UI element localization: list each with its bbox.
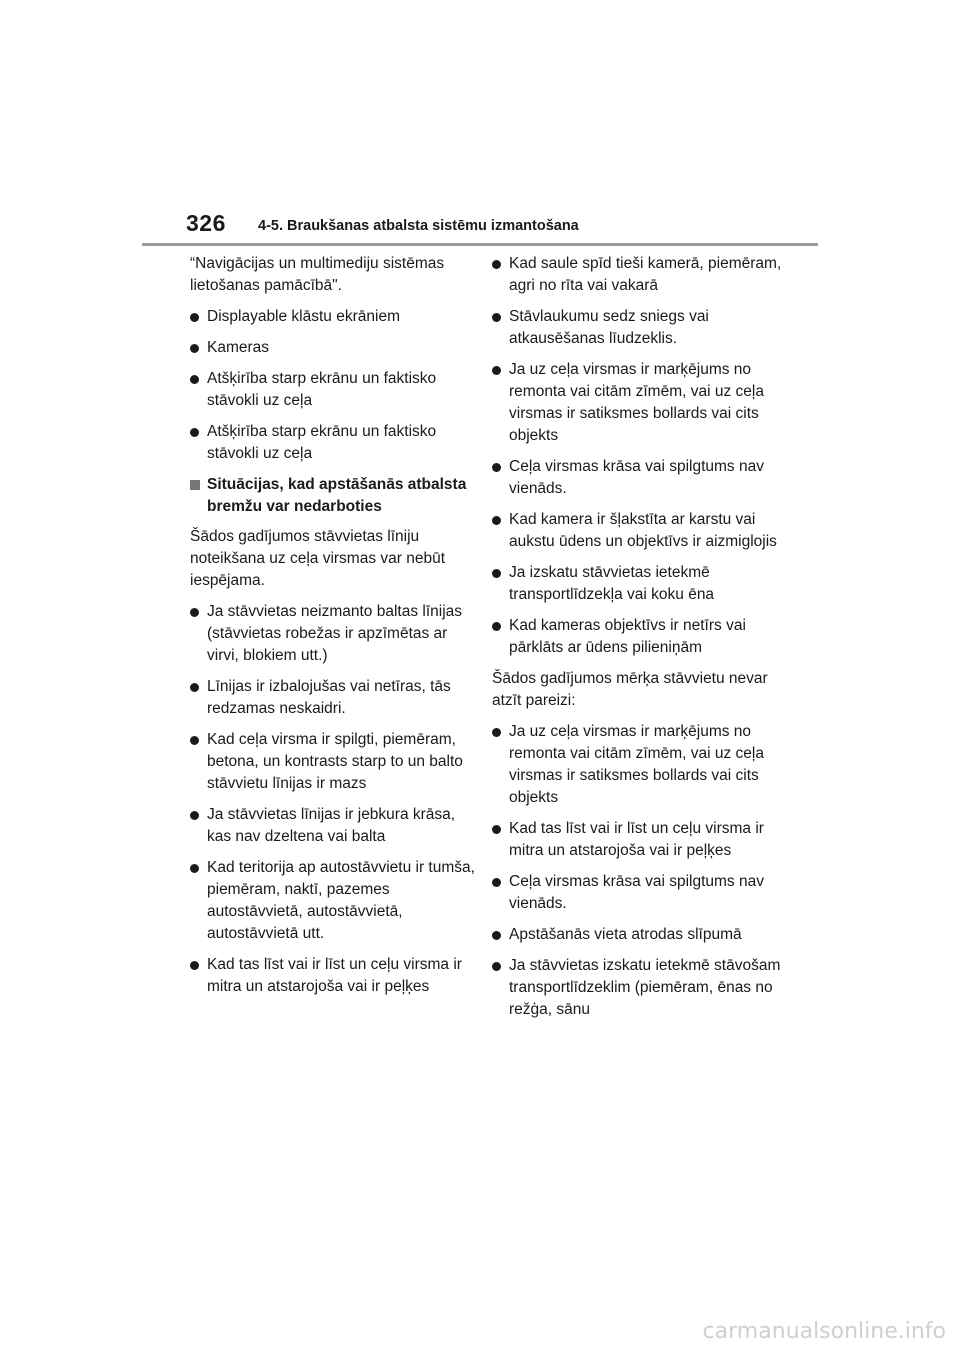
list-item: Ja izskatu stāvvietas ietekmē transportlīdzekļa vai koku ēna: [492, 562, 782, 606]
list-item: Kad tas līst vai ir līst un ceļu virsma ir mitra un atstarojoša vai ir peļķes: [492, 818, 782, 862]
section-title: 4-5. Braukšanas atbalsta sistēmu izmantošana: [258, 218, 579, 234]
bullet-icon: [492, 366, 501, 375]
list-item: Kameras: [190, 337, 480, 359]
section-subheading: Situācijas, kad apstāšanās atbalsta bremžu var nedarboties: [190, 474, 480, 518]
list-item: Ceļa virsmas krāsa vai spilgtums nav vienāds.: [492, 871, 782, 915]
bullet-icon: [492, 569, 501, 578]
list-item: Kad ceļa virsma ir spilgti, piemēram, betona, un kontrasts starp to un balto stāvvietu līnijas ir mazs: [190, 729, 480, 795]
list-item: Ja stāvvietas līnijas ir jebkura krāsa, kas nav dzeltena vai balta: [190, 804, 480, 848]
list-item: Ceļa virsmas krāsa vai spilgtums nav vienāds.: [492, 456, 782, 500]
list-item: Kad tas līst vai ir līst un ceļu virsma ir mitra un atstarojoša vai ir peļķes: [190, 954, 480, 998]
page-header: [0, 0, 960, 250]
bullet-icon: [492, 728, 501, 737]
bullet-icon: [190, 736, 199, 745]
list-item: Displayable klāstu ekrāniem: [190, 306, 480, 328]
list-item: Kad kamera ir šļakstīta ar karstu vai aukstu ūdens un objektīvs ir aizmiglojis: [492, 509, 782, 553]
bullet-icon: [492, 260, 501, 269]
page-number: 326: [186, 210, 226, 236]
bullet-icon: [190, 961, 199, 970]
bullet-icon: [492, 962, 501, 971]
list-item: Ja uz ceļa virsmas ir marķējums no remonta vai citām zīmēm, vai uz ceļa virsmas ir satiksmes bollards vai cits objekts: [492, 359, 782, 447]
bullet-icon: [492, 931, 501, 940]
intro-text: “Navigācijas un multimediju sistēmas lietošanas pamācībā".: [190, 255, 445, 294]
square-bullet-icon: [190, 480, 200, 490]
list-item: Kad teritorija ap autostāvvietu ir tumša, piemēram, naktī, pazemes autostāvvietā, autostāvvietā, autostāvvietā utt.: [190, 857, 480, 945]
bullet-icon: [492, 622, 501, 631]
bullet-icon: [492, 878, 501, 887]
bullet-icon: [492, 825, 501, 834]
bullet-icon: [190, 428, 199, 437]
header-divider: [142, 243, 818, 246]
bullet-icon: [190, 683, 199, 692]
bullet-icon: [190, 608, 199, 617]
body-paragraph: Šādos gadījumos mērķa stāvvietu nevar atzīt pareizi:: [492, 670, 768, 709]
list-item: Kad kameras objektīvs ir netīrs vai pārklāts ar ūdens pilieniņām: [492, 615, 782, 659]
bullet-icon: [190, 375, 199, 384]
list-item: Atšķirība starp ekrānu un faktisko stāvokli uz ceļa: [190, 368, 480, 412]
list-item: Atšķirība starp ekrānu un faktisko stāvokli uz ceļa: [190, 421, 480, 465]
bullet-icon: [492, 313, 501, 322]
list-item: Kad saule spīd tieši kamerā, piemēram, agri no rīta vai vakarā: [492, 253, 782, 297]
bullet-icon: [190, 864, 199, 873]
bullet-icon: [190, 811, 199, 820]
bullet-icon: [190, 313, 199, 322]
list-item: Stāvlaukumu sedz sniegs vai atkausēšanas līudzeklis.: [492, 306, 782, 350]
list-item: Ja uz ceļa virsmas ir marķējums no remonta vai citām zīmēm, vai uz ceļa virsmas ir satiksmes bollards vai cits objekts: [492, 721, 782, 809]
watermark: carmanualsonline.info: [702, 1319, 946, 1344]
right-column: [492, 253, 782, 1030]
list-item: Ja stāvvietas neizmanto baltas līnijas (stāvvietas robežas ir apzīmētas ar virvi, blokiem utt.): [190, 601, 480, 667]
bullet-icon: [492, 463, 501, 472]
list-item: Ja stāvvietas izskatu ietekmē stāvošam transportlīdzeklim (piemēram, ēnas no režģa, sānu: [492, 955, 782, 1021]
bullet-icon: [492, 516, 501, 525]
body-paragraph: Šādos gadījumos stāvvietas līniju noteikšana uz ceļa virsmas var nebūt iespējama.: [190, 528, 446, 589]
left-column: [190, 253, 480, 1007]
list-item: Apstāšanās vieta atrodas slīpumā: [492, 924, 782, 946]
bullet-icon: [190, 344, 199, 353]
list-item: Līnijas ir izbalojušas vai netīras, tās redzamas neskaidri.: [190, 676, 480, 720]
